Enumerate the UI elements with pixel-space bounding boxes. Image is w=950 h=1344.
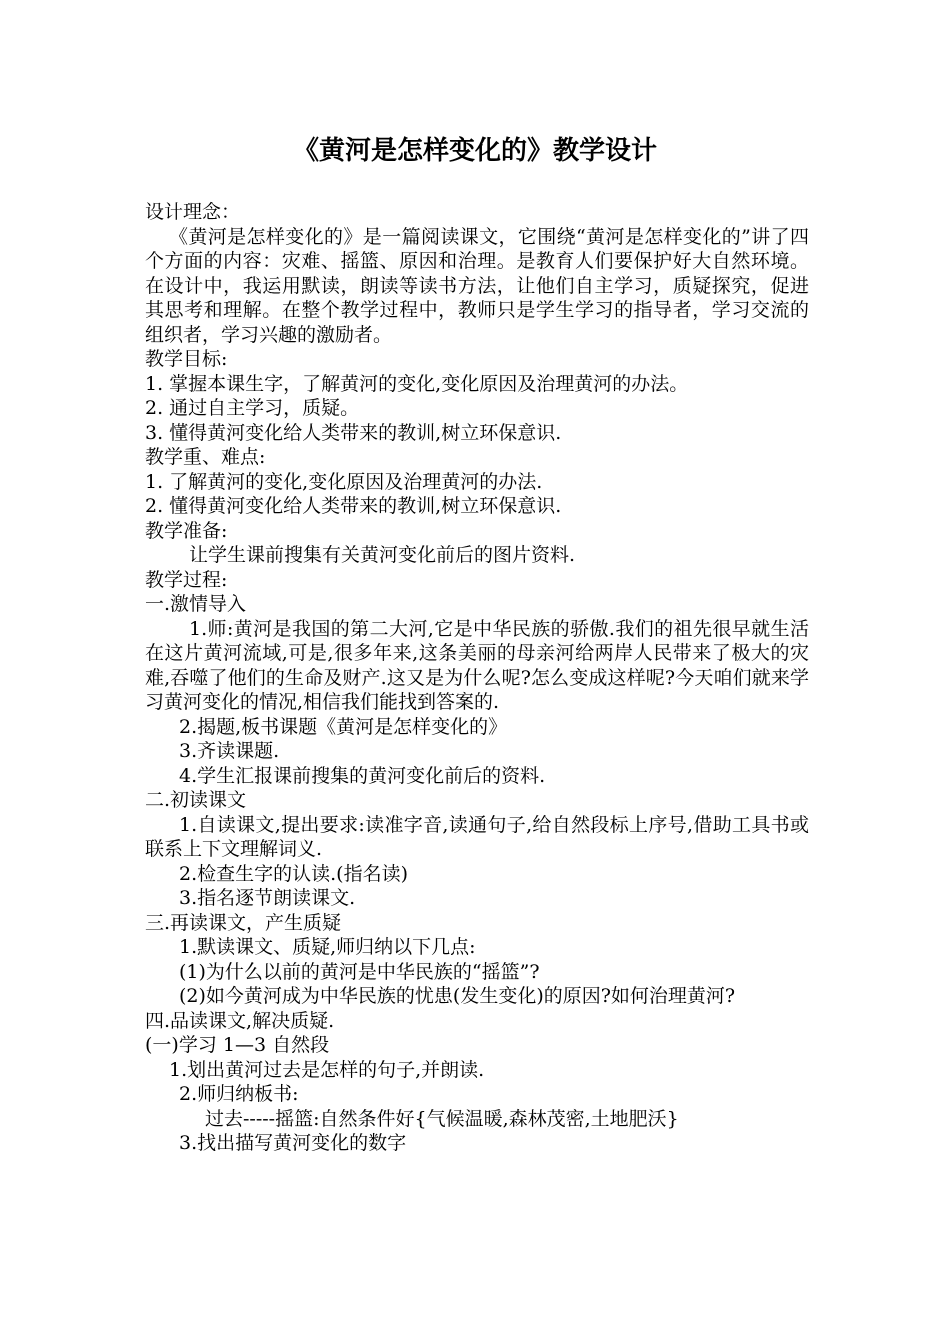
- process-question: (2)如今黄河成为中华民族的忧患(发生变化)的原因?如何治理黄河?: [179, 985, 736, 1007]
- process-step: 3.找出描写黄河变化的数字: [179, 1132, 407, 1154]
- process-step: 3.指名逐节朗读课文.: [179, 887, 356, 909]
- subsection-heading: (一)学习 1—3 自然段: [145, 1034, 330, 1056]
- preparation-heading: 教学准备:: [145, 519, 228, 542]
- goal-item: 3. 懂得黄河变化给人类带来的教训,树立环保意识.: [145, 421, 562, 444]
- design-concept-heading: 设计理念：: [145, 201, 241, 223]
- process-step: 4.学生汇报课前搜集的黄河变化前后的资料.: [179, 764, 546, 787]
- process-step: 2.检查生字的认读.(指名读): [179, 862, 408, 885]
- process-step: 1.默读课文、质疑,师归纳以下几点:: [179, 936, 476, 958]
- goal-item: 2. 通过自主学习，质疑。: [145, 397, 360, 419]
- goals-heading: 教学目标:: [145, 348, 228, 370]
- goal-item: 1. 掌握本课生字，了解黄河的变化,变化原因及治理黄河的办法。: [145, 372, 689, 395]
- section-heading: 一.激情导入: [145, 593, 247, 615]
- section-heading: 四.品读课文,解决质疑.: [145, 1009, 335, 1032]
- key-point-item: 1. 了解黄河的变化,变化原因及治理黄河的办法.: [145, 470, 543, 493]
- section-heading: 三.再读课文，产生质疑: [145, 911, 342, 934]
- preparation-text: 让学生课前搜集有关黄河变化前后的图片资料.: [189, 544, 576, 566]
- document-body: [145, 200, 809, 1156]
- process-heading: 教学过程:: [145, 568, 228, 591]
- board-note: 过去-----摇篮:自然条件好{气候温暖,森林茂密,土地肥沃}: [205, 1107, 679, 1130]
- process-step: 3.齐读课题.: [179, 740, 280, 762]
- process-question: (1)为什么以前的黄河是中华民族的“摇篮”?: [179, 960, 540, 983]
- process-step: 2.师归纳板书:: [179, 1083, 299, 1105]
- process-paragraph: 1.自读课文,提出要求:读准字音,读通句子,给自然段标上序号,借助工具书或联系上下文理解词义.: [145, 813, 809, 860]
- process-step: 2.揭题,板书课题《黄河是怎样变化的》: [179, 715, 508, 738]
- process-paragraph: 1.师:黄河是我国的第二大河,它是中华民族的骄傲.我们的祖先很早就生活在这片黄河流域,可是,很多年来,这条美丽的母亲河给两岸人民带来了极大的灾难,吞噬了他们的生命及财产.这又是为什么呢?怎么变成这样呢?今天咱们就来学习黄河变化的情况,相信我们能找到答案的.: [145, 617, 809, 713]
- document-title: 《黄河是怎样变化的》教学设计: [292, 136, 657, 166]
- key-point-item: 2. 懂得黄河变化给人类带来的教训,树立环保意识.: [145, 495, 562, 517]
- key-points-heading: 教学重、难点:: [145, 446, 266, 468]
- process-step: 1.划出黄河过去是怎样的句子,并朗读.: [169, 1058, 485, 1081]
- design-concept-paragraph: 《黄河是怎样变化的》是一篇阅读课文，它围绕“黄河是怎样变化的”讲了四个方面的内容：灾难、摇篮、原因和治理。是教育人们要保护好大自然环境。在设计中，我运用默读，朗读等读书方法，让他们自主学习，质疑探究，促进其思考和理解。在整个教学过程中，教师只是学生学习的指导者，学习交流的组织者，学习兴趣的激励者。: [145, 225, 809, 346]
- section-heading: 二.初读课文: [145, 789, 247, 811]
